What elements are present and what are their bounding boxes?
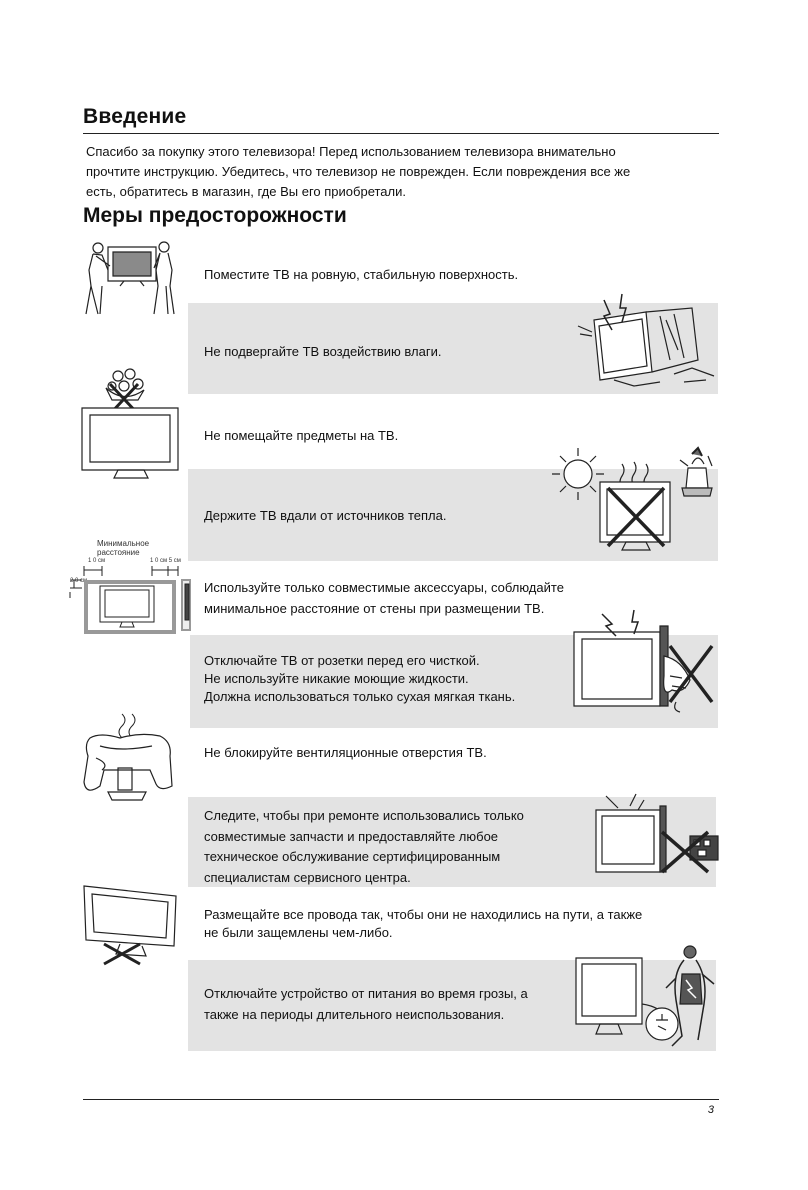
clearance-label-top-right: 1 0 см 5 см — [150, 558, 181, 564]
intro-paragraph — [86, 142, 716, 202]
intro-line: прочтите инструкцию. Убедитесь, что телевизор не поврежден. Если повреждения все же — [86, 164, 631, 179]
precaution-text: Отключайте ТВ от розетки перед его чисткой. Не используйте никакие моющие жидкости. Должна использоваться только сухая мягкая ткань. — [204, 653, 516, 704]
tv-cables-icon — [80, 884, 184, 964]
precaution-text: Не подвергайте ТВ воздействию влаги. — [204, 344, 442, 359]
footer-rule — [83, 1099, 719, 1100]
precaution-text: Держите ТВ вдали от источников тепла. — [204, 508, 447, 523]
heading-rule — [83, 133, 719, 134]
tv-cleaning-icon — [572, 606, 718, 716]
clearance-label-side: 2 0 см — [70, 578, 88, 584]
precaution-text: Следите, чтобы при ремонте использовались только совместимые запчасти и предоставляйте любое техническое обслуживание сертифицированным специалистам сервисного центра. — [204, 808, 524, 885]
precautions-heading: Меры предосторожности — [83, 204, 347, 227]
page-number: 3 — [707, 1104, 714, 1116]
clearance-label-top-left: 1 0 см — [88, 558, 106, 564]
precaution-text: Размещайте все провода так, чтобы они не находились на пути, а также не были защемлены чем-либо. — [204, 907, 643, 940]
tv-thunderstorm-icon — [572, 944, 718, 1048]
tv-repair-icon — [584, 792, 718, 878]
clearance-title: Минимальное расстояние — [97, 539, 150, 557]
precaution-text: Используйте только совместимые аксессуары, соблюдайте минимальное расстояние от стены при размещении ТВ. — [204, 580, 564, 616]
precaution-text: Не блокируйте вентиляционные отверстия ТВ. — [204, 745, 487, 760]
people-carrying-tv-icon — [80, 240, 182, 317]
tv-covered-vents-icon — [80, 712, 180, 802]
tv-heat-icon — [542, 444, 718, 558]
precaution-text: Не помещайте предметы на ТВ. — [204, 428, 399, 443]
tv-clearance-diagram-icon — [68, 564, 202, 634]
precaution-text: Поместите ТВ на ровную, стабильную поверхность. — [204, 267, 519, 282]
intro-heading: Введение — [83, 105, 187, 128]
precaution-text: Отключайте устройство от питания во время грозы, а также на периоды длительного неиспользования. — [204, 986, 528, 1022]
tv-moisture-icon — [574, 290, 716, 390]
intro-line: Спасибо за покупку этого телевизора! Перед использованием телевизора внимательно — [86, 144, 616, 159]
intro-line: есть, обратитесь в магазин, где Вы его приобретали. — [86, 184, 406, 199]
tv-no-objects-icon — [78, 364, 180, 486]
